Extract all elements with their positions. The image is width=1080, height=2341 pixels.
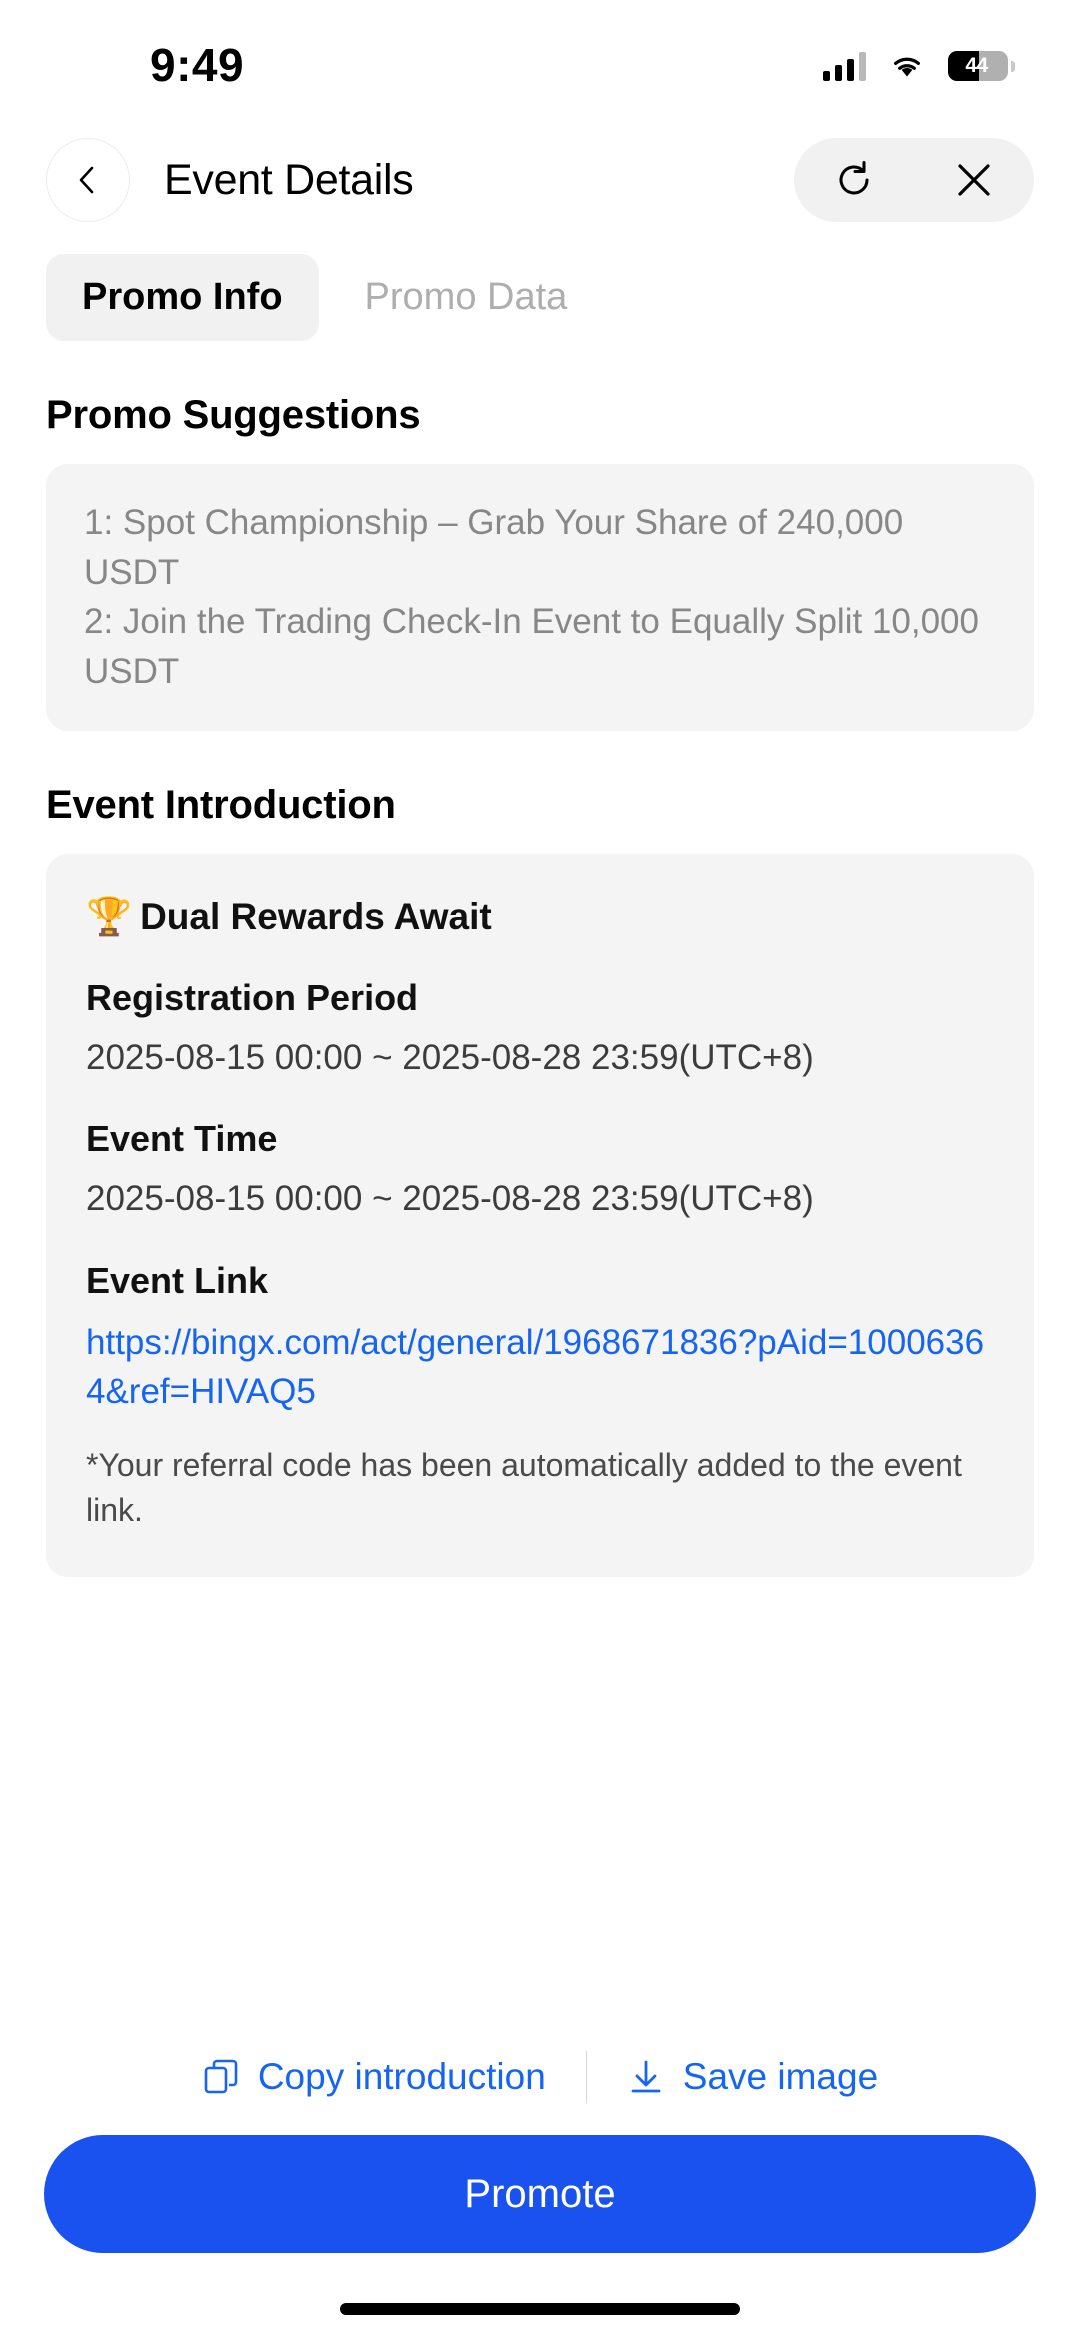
- save-image-button[interactable]: [587, 2056, 918, 2098]
- event-introduction-card: [46, 854, 1034, 1577]
- promo-suggestions-title: Promo Suggestions: [46, 393, 421, 437]
- tab-promo-info[interactable]: Promo Info: [46, 254, 319, 341]
- close-icon: [952, 158, 996, 202]
- download-icon: [627, 2058, 665, 2096]
- event-link-label: Event Link: [86, 1259, 269, 1301]
- referral-note: *Your referral code has been automatically added to the event link.: [86, 1447, 962, 1528]
- cellular-signal-icon: [823, 51, 866, 81]
- event-time-value: 2025-08-15 00:00 ~ 2025-08-28 23:59(UTC+8): [86, 1179, 814, 1219]
- status-icons: [823, 51, 1008, 81]
- save-image-label: Save image: [682, 2056, 879, 2097]
- close-button[interactable]: [939, 145, 1009, 215]
- copy-introduction-label: Copy introduction: [257, 2056, 546, 2097]
- battery-icon: [948, 51, 1008, 81]
- copy-introduction-button[interactable]: [162, 2056, 586, 2098]
- tab-promo-data[interactable]: Promo Data: [364, 276, 568, 318]
- back-button[interactable]: [46, 138, 130, 222]
- page-title: Event Details: [164, 155, 414, 204]
- intro-heading-text: Dual Rewards Await: [140, 895, 492, 937]
- refresh-icon: [832, 158, 876, 202]
- event-time-label: Event Time: [86, 1118, 278, 1160]
- bottom-actions: [0, 2051, 1080, 2103]
- trophy-icon: 🏆: [86, 895, 133, 937]
- copy-icon: [202, 2058, 240, 2096]
- event-introduction-title: Event Introduction: [46, 782, 396, 827]
- intro-heading: [86, 896, 994, 939]
- list-item: 2: Join the Trading Check-In Event to Equally Split 10,000 USDT: [84, 602, 979, 692]
- registration-period-label: Registration Period: [86, 976, 419, 1018]
- tab-bar: [0, 240, 1080, 341]
- battery-level: 44: [965, 54, 988, 77]
- promo-suggestions-card: [46, 464, 1034, 731]
- refresh-button[interactable]: [819, 145, 889, 215]
- chevron-left-icon: [71, 163, 105, 197]
- promote-button-label: Promote: [464, 2171, 616, 2216]
- status-time: 9:49: [150, 39, 245, 91]
- registration-period-value: 2025-08-15 00:00 ~ 2025-08-28 23:59(UTC+8): [86, 1037, 814, 1077]
- status-bar: [0, 0, 1080, 120]
- event-link[interactable]: https://bingx.com/act/general/1968671836?pAid=10006364&ref=HIVAQ5: [86, 1322, 985, 1412]
- wifi-icon: [888, 51, 926, 81]
- nav-actions: [794, 138, 1034, 222]
- list-item: 1: Spot Championship – Grab Your Share of 240,000 USDT: [84, 503, 904, 592]
- promote-button[interactable]: [44, 2135, 1036, 2253]
- nav-bar: [0, 120, 1080, 240]
- home-indicator: [340, 2303, 740, 2315]
